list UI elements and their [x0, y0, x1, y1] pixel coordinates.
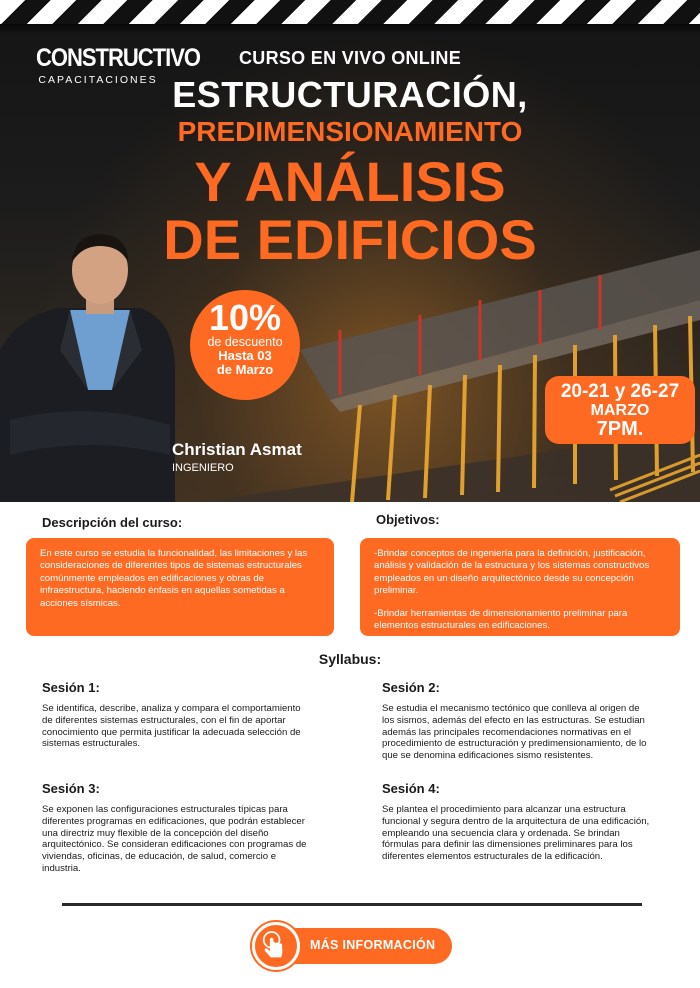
- course-kicker: CURSO EN VIVO ONLINE: [238, 48, 462, 68]
- hazard-stripe: [0, 0, 700, 24]
- description-heading: Descripción del curso:: [42, 515, 183, 530]
- date-days: 20-21 y 26-27: [560, 381, 680, 402]
- more-info-label: MÁS INFORMACIÓN: [310, 938, 436, 952]
- objectives-heading: Objetivos:: [376, 512, 440, 527]
- session-2-title: Sesión 2:: [382, 680, 440, 695]
- date-badge: [545, 376, 695, 444]
- objective-item-2: -Brindar herramientas de dimensionamiento preliminar para elementos estructurales en edificaciones.: [374, 607, 628, 632]
- session-3-text: Se exponen las configuraciones estructurales típicas para diferentes programas en edificaciones, que podrán establecer una directriz muy flexible de la concepción del diseño arquitectónico. Se consideran edificaciones con programas de viviendas, oficinas, de educación, de salud, comercio e industria.: [42, 804, 307, 874]
- discount-month: de Marzo: [216, 362, 274, 377]
- session-4: [382, 781, 650, 863]
- speaker-role: INGENIERO: [172, 462, 234, 474]
- course-title-line2: PREDIMENSIONAMIENTO: [177, 116, 523, 147]
- speaker-name: Christian Asmat: [172, 440, 302, 459]
- course-title-line1: ESTRUCTURACIÓN,: [172, 74, 528, 115]
- session-1: [42, 680, 310, 750]
- date-month: MARZO: [590, 402, 650, 419]
- session-3-title: Sesión 3:: [42, 781, 100, 796]
- course-title-line4: DE EDIFICIOS: [163, 208, 537, 271]
- syllabus-title: Syllabus:: [318, 651, 382, 667]
- speaker-info: [172, 440, 302, 474]
- description-text: En este curso se estudia la funcionalidad, las limitaciones y las consideraciones de diferentes tipos de sistemas estructurales comúnmente empleados en edificaciones y obras de infraestructura, haciendo énfasis en aquellas sometidas a acciones sísmicas.: [40, 548, 308, 609]
- objective-item-1: -Brindar conceptos de ingeniería para la definición, justificación, análisis y validación de la estructura y los sistemas constructivos empleados en un diseño arquitectónico desde su concepción preliminar.: [374, 548, 650, 597]
- brand-subtitle: CAPACITACIONES: [38, 74, 158, 86]
- discount-label: de descuento: [207, 335, 283, 349]
- speaker-photo: [0, 230, 200, 502]
- session-1-title: Sesión 1:: [42, 680, 100, 695]
- course-title-line3: Y ANÁLISIS: [194, 150, 506, 213]
- brand-name: CONSTRUCTIVO: [36, 43, 200, 72]
- session-1-text: Se identifica, describe, analiza y compara el comportamiento de diferentes sistemas estructurales, con el fin de aportar conocimiento que permita justificar la adecuada selección de sistemas estructurales.: [42, 703, 301, 750]
- discount-percent: 10%: [208, 297, 282, 338]
- session-2-text: Se estudia el mecanismo tectónico que conlleva al origen de los sismos, además del efecto en las estructuras. Se estudian además las principales recomendaciones normativas en el procedimiento de estructuración y predimensionamiento, de lo que se denomina edificaciones sismo resistentes.: [382, 703, 647, 762]
- session-3: [42, 781, 310, 875]
- objectives-box: [360, 538, 680, 636]
- discount-badge: [190, 290, 300, 400]
- session-4-title: Sesión 4:: [382, 781, 440, 796]
- discount-until: Hasta 03: [218, 348, 272, 363]
- session-4-text: Se plantea el procedimiento para alcanzar una estructura funcional y segura dentro de la arquitectura de una edificación, empleando una secuencia clara y ordenada. Se brindan fórmulas para definir las dimensiones preliminares para los diferentes elementos estructurales de la edificación.: [382, 804, 650, 863]
- date-time: 7PM.: [596, 418, 644, 440]
- more-info-button[interactable]: [250, 928, 452, 964]
- divider: [62, 903, 642, 906]
- tap-hand-icon: [252, 922, 300, 970]
- description-box: [26, 538, 334, 636]
- session-2: [382, 680, 650, 762]
